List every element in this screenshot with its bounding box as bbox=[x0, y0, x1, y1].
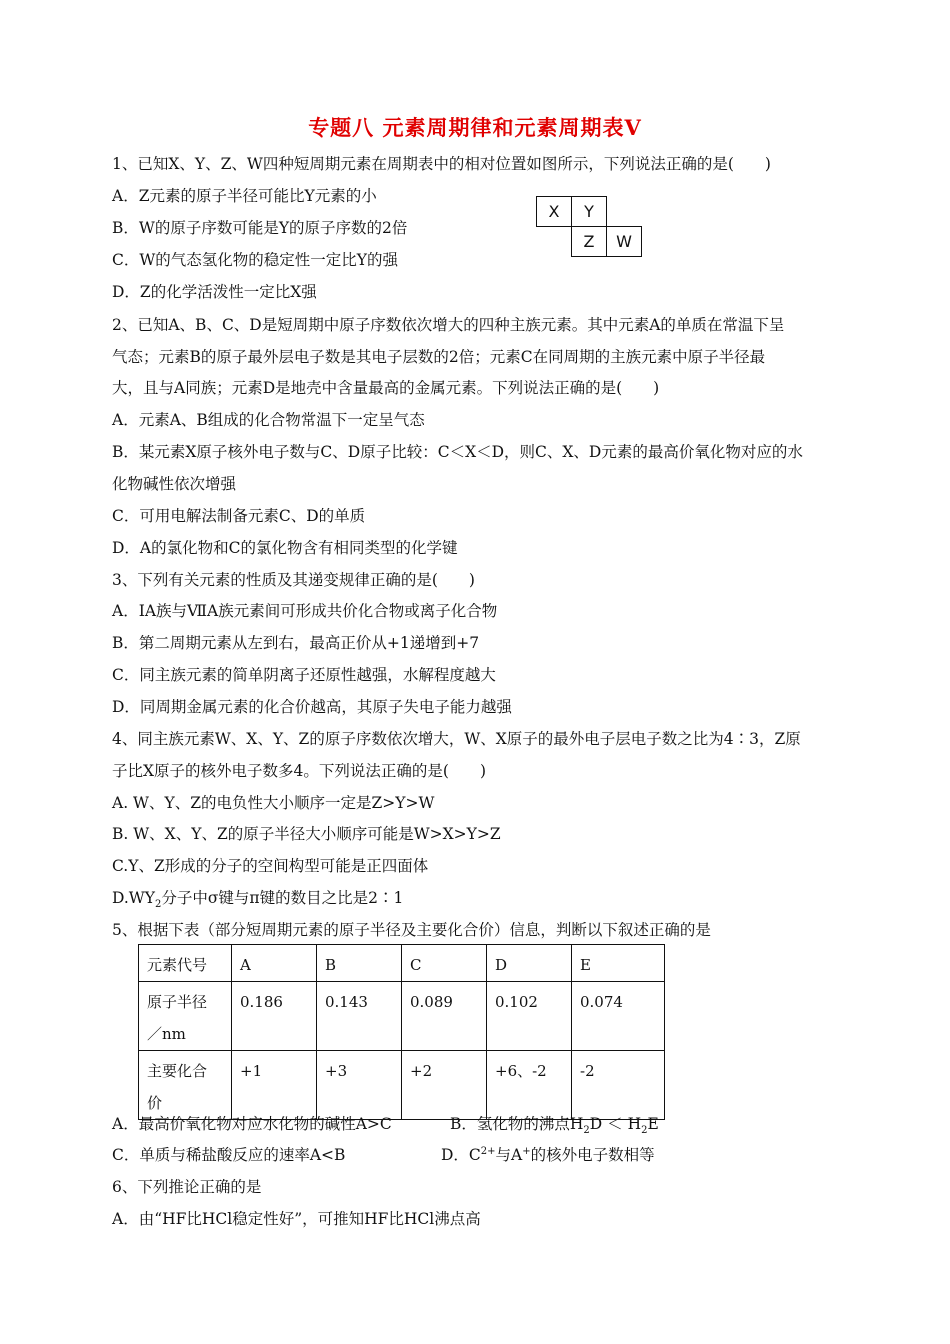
q6-stem: 6、下列推论正确的是 bbox=[112, 1178, 262, 1196]
table-cell: +6、-2 bbox=[487, 1051, 572, 1120]
table-cell: +3 bbox=[317, 1051, 402, 1120]
q5-option-a: A．最高价氧化物对应水化物的碱性A>C bbox=[112, 1115, 392, 1133]
q1-option-a: A．Z元素的原子半径可能比Y元素的小 bbox=[112, 187, 377, 205]
q5-stem: 5、根据下表（部分短周期元素的原子半径及主要化合价）信息，判断以下叙述正确的是 bbox=[112, 921, 711, 939]
q4-stem-line2: 子比X原子的核外电子数多4。下列说法正确的是( ) bbox=[112, 762, 486, 780]
q2-option-b-line2: 化物碱性依次增强 bbox=[112, 475, 237, 493]
q5-option-b: B．氢化物的沸点$H_2D < H_2E$ bbox=[450, 1115, 659, 1137]
q3-stem: 3、下列有关元素的性质及其递变规律正确的是( ) bbox=[112, 571, 475, 589]
q2-stem-line2: 气态；元素B的原子最外层电子数是其电子层数的2倍；元素C在同周期的主族元素中原子半径最 bbox=[112, 348, 766, 366]
q4-stem-line1: 4、同主族元素W、X、Y、Z的原子序数依次增大，W、X原子的最外电子层电子数之比为4∶3，Z原 bbox=[112, 730, 801, 748]
q2-option-a: A．元素A、B组成的化合物常温下一定呈气态 bbox=[112, 411, 425, 429]
table-header-c: C bbox=[402, 945, 487, 982]
q1-stem: 1、已知X、Y、Z、W四种短周期元素在周期表中的相对位置如图所示，下列说法正确的是( ) bbox=[112, 155, 771, 173]
q4-option-d: $D.WY_2$分子中σ键与π键的数目之比是2∶1 bbox=[112, 889, 404, 911]
table-header-d: D bbox=[487, 945, 572, 982]
periodic-position-grid bbox=[536, 196, 642, 257]
grid-empty bbox=[607, 197, 642, 227]
q3-option-c: C．同主族元素的简单阴离子还原性越强，水解程度越大 bbox=[112, 666, 496, 684]
q4-option-b: B. W、X、Y、Z的原子半径大小顺序可能是W>X>Y>Z bbox=[112, 825, 501, 843]
q1-option-d: D．Z的化学活泼性一定比X强 bbox=[112, 283, 317, 301]
table-cell: 0.186 bbox=[232, 982, 317, 1051]
grid-cell-z: Z bbox=[572, 227, 607, 257]
grid-cell-x: X bbox=[537, 197, 572, 227]
table-cell: -2 bbox=[572, 1051, 665, 1120]
q2-stem-line1: 2、已知A、B、C、D是短周期中原子序数依次增大的四种主族元素。其中元素A的单质在常温下呈 bbox=[112, 316, 785, 334]
q6-option-a: A．由“HF比HCl稳定性好”，可推知HF比HCl沸点高 bbox=[112, 1210, 481, 1228]
grid-cell-w: W bbox=[607, 227, 642, 257]
q3-option-a: A．IA族与ⅦA族元素间可形成共价化合物或离子化合物 bbox=[112, 602, 498, 620]
table-cell: 0.074 bbox=[572, 982, 665, 1051]
table-label-valence: 主要化合 价 bbox=[139, 1051, 232, 1120]
q2-option-d: D．A的氯化物和C的氯化物含有相同类型的化学键 bbox=[112, 539, 458, 557]
q4-option-c: C.Y、Z形成的分子的空间构型可能是正四面体 bbox=[112, 857, 429, 875]
q2-option-b-line1: B．某元素X原子核外电子数与C、D原子比较：C＜X＜D，则C、X、D元素的最高价氧化物对应的水 bbox=[112, 443, 803, 461]
grid-empty bbox=[537, 227, 572, 257]
q5-option-c: C．单质与稀盐酸反应的速率A<B bbox=[112, 1146, 346, 1164]
q4-option-a: A. W、Y、Z的电负性大小顺序一定是Z>Y>W bbox=[112, 794, 435, 812]
table-header-b: B bbox=[317, 945, 402, 982]
table-cell: +2 bbox=[402, 1051, 487, 1120]
table-cell: 0.089 bbox=[402, 982, 487, 1051]
q1-option-c: C．W的气态氢化物的稳定性一定比Y的强 bbox=[112, 251, 399, 269]
table-label-radius: 原子半径 ／nm bbox=[139, 982, 232, 1051]
page-title: 专题八 元素周期律和元素周期表Ⅴ bbox=[308, 115, 642, 140]
table-header-a: A bbox=[232, 945, 317, 982]
element-data-table bbox=[138, 944, 665, 1120]
q1-option-b: B．W的原子序数可能是Y的原子序数的2倍 bbox=[112, 219, 408, 237]
q5-option-d: D．$C^{2+}$与A+的核外电子数相等 bbox=[441, 1145, 655, 1164]
table-cell: +1 bbox=[232, 1051, 317, 1120]
table-header-code: 元素代号 bbox=[139, 945, 232, 982]
q3-option-b: B．第二周期元素从左到右，最高正价从+1递增到+7 bbox=[112, 634, 480, 652]
q2-option-c: C．可用电解法制备元素C、D的单质 bbox=[112, 507, 366, 525]
q2-stem-line3: 大，且与A同族；元素D是地壳中含量最高的金属元素。下列说法正确的是( ) bbox=[112, 379, 660, 397]
table-cell: 0.102 bbox=[487, 982, 572, 1051]
grid-cell-y: Y bbox=[572, 197, 607, 227]
table-cell: 0.143 bbox=[317, 982, 402, 1051]
q3-option-d: D．同周期金属元素的化合价越高，其原子失电子能力越强 bbox=[112, 698, 512, 716]
table-header-e: E bbox=[572, 945, 665, 982]
